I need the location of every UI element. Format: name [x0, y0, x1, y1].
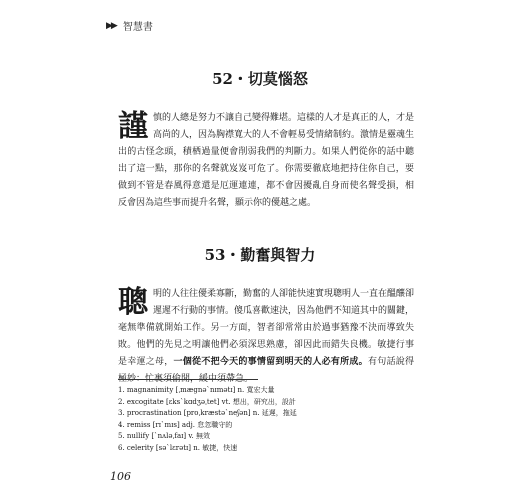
section-53-paragraph — [118, 286, 414, 388]
vocab-item: 4. remiss [rɪˋmɪs] adj. 怠忽職守的 — [118, 420, 233, 429]
running-header — [106, 18, 153, 33]
double-arrow-icon: ▶▶ — [106, 20, 116, 31]
vocab-item: 1. magnanimity [ˌmægnəˋnɪmətɪ] n. 寬宏大量 — [118, 386, 275, 394]
section-53-body-bold: 一個從不把今天的事情留到明天的人必有所成。 — [173, 357, 368, 367]
page-number: 106 — [110, 470, 131, 483]
section-53-title: 53・勤奮與智力 — [204, 246, 316, 264]
vocab-item: 3. procrastination [proˌkræstəˋneʃən] n. 延遲，拖延 — [118, 409, 297, 417]
section-52-paragraph — [118, 110, 414, 212]
section-53-dropcap: 聰 — [118, 285, 148, 320]
vocabulary-list — [118, 385, 418, 454]
section-52-title: 52・切莫惱怒 — [212, 70, 308, 88]
book-title: 智慧書 — [122, 22, 153, 33]
section-53-body-end: 有句話說得極妙：忙裏須偷閒，緩中須帶急。 — [118, 357, 414, 384]
footnote-divider — [118, 379, 258, 380]
vocab-item: 5. nullify [ˋnʌləˌfaɪ] v. 無效 — [118, 432, 210, 440]
section-52-body: 慎的人總是努力不讓自己變得難堪。這樣的人才是真正的人，才是高尚的人，因為胸襟寬大的人不會輕易受情緒制約。激情是靈魂生出的古怪念頭，積栖過量便會削弱我們的判斷力。如果人們從你的話中聽出了這一點，那你的名聲就岌岌可危了。你需要徹底地把持住你自己，要做到不管是春風得意還是厄運連連，都不會因擾亂自身而使名聲受損，相反會因為這些事而提升名聲，顯示你的優越之處。 — [118, 113, 415, 208]
section-53-body-start: 明的人往往優柔寡斷，勤奮的人卻能快速實現聰明人一直在醞釀卻遲遲不行動的事情。傻瓜喜歡速決，因為他們不知道其中的關鍵，毫無準備就開始工作。另一方面，智者卻常常由於過事猶豫不決而導致失敗。他們的先見之明讓他們必須深思熟慮，卻因此而錯失良機。敏捷行事是幸運之母， — [118, 289, 415, 367]
section-52-dropcap: 謹 — [118, 109, 148, 144]
vocab-item: 6. celerity [səˋlɛrətɪ] n. 敏捷，快速 — [118, 443, 238, 452]
vocab-item: 2. excogitate [ɛksˋkɑdʒəˌtet] vt. 想出，研究出，設計 — [118, 397, 296, 406]
